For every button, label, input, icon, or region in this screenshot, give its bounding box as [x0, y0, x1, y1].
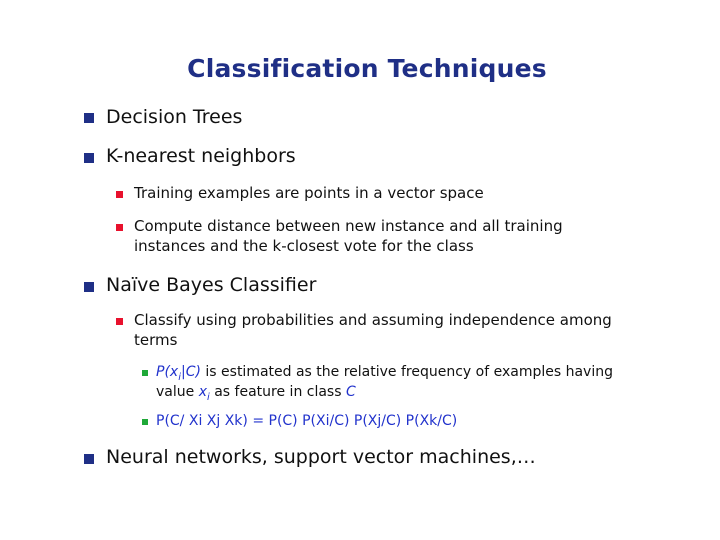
item-knn-compute-line1: Compute distance between new instance and all training — [134, 217, 563, 235]
bullet-square-icon — [142, 370, 148, 376]
item-nb-classify-line2: terms — [134, 331, 178, 349]
item-neural-networks: Neural networks, support vector machines,… — [106, 446, 536, 468]
bullet-square-icon — [84, 282, 94, 292]
bullet-square-icon — [84, 113, 94, 123]
item-nb-estimate-line1: $P(x_i|C)$ is estimated as the relative frequency of examples having — [156, 364, 613, 383]
item-naive-bayes: Naïve Bayes Classifier — [106, 274, 317, 296]
item-nb-estimate-line2: value $x_i$ as feature in class C — [156, 384, 356, 403]
item-nb-formula: P(C/ Xi Xj Xk) = P(C) P(Xi/C) P(Xj/C) P(Xk/C) — [156, 413, 458, 429]
item-knn-training: Training examples are points in a vector space — [134, 184, 484, 202]
slide-title: Classification Techniques — [187, 54, 547, 83]
bullet-square-icon — [84, 454, 94, 464]
formula-p-xi: $P(x_i|C)$ — [156, 364, 201, 383]
item-knn: K-nearest neighbors — [106, 145, 296, 167]
item-knn-compute-line2: instances and the k-closest vote for the class — [134, 237, 474, 255]
item-decision-trees: Decision Trees — [106, 106, 243, 128]
bullet-square-icon — [116, 191, 123, 198]
bullet-square-icon — [116, 318, 123, 325]
bullet-square-icon — [116, 224, 123, 231]
item-nb-classify-line1: Classify using probabilities and assuming independence among — [134, 311, 612, 329]
bullet-square-icon — [142, 419, 148, 425]
bullet-square-icon — [84, 153, 94, 163]
